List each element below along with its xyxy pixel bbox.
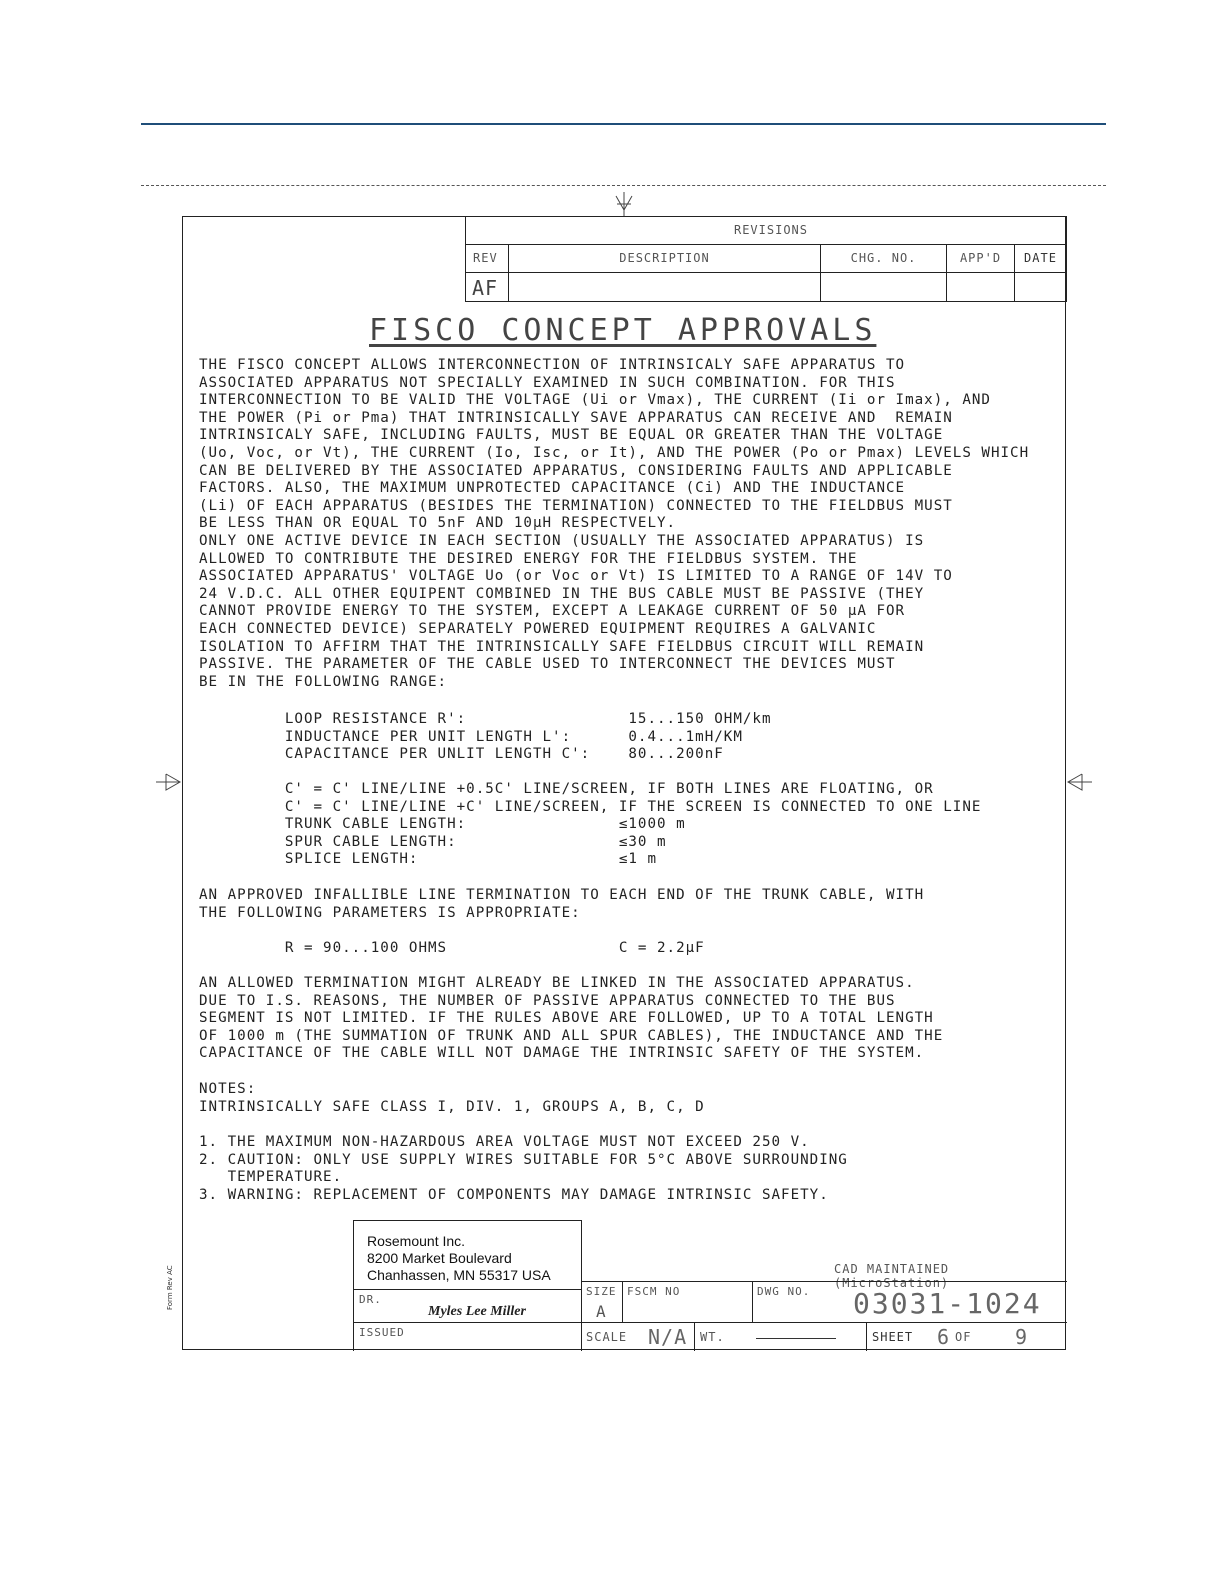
length-parameters: C' = C' LINE/LINE +0.5C' LINE/SCREEN, IF BOTH LINES ARE FLOATING, OR C' = C' LINE/LINE +C' LINE/SCREEN, IF THE SCREEN IS CONNECTED TO ONE LINE TRUNK CABLE LENGTH: ≤1000 m SPUR CABLE LENGTH: ≤30 m SPLICE LENGTH: ≤1 m <box>284 781 982 868</box>
dwg-no-cell <box>752 1281 1067 1323</box>
left-center-marker-icon <box>156 772 182 792</box>
cad-maintained-label: CAD MAINTAINED (MicroStation) <box>834 1262 950 1290</box>
termination-parameters: R = 90...100 OHMS C = 2.2µF <box>199 940 705 956</box>
size-label: SIZE <box>586 1285 617 1298</box>
date-col-label: DATE <box>1024 251 1057 265</box>
of-value: 9 <box>1015 1325 1029 1349</box>
drawn-by-signature: Myles Lee Miller <box>428 1304 526 1319</box>
appd-col-header <box>946 244 1015 273</box>
description-col-label: DESCRIPTION <box>619 251 710 265</box>
fscm-label: FSCM NO <box>627 1285 681 1298</box>
dwg-no-value: 03031-1024 <box>853 1287 1042 1320</box>
right-center-marker-icon <box>1066 772 1092 792</box>
rev-col-label: REV <box>473 251 498 265</box>
dwg-no-label: DWG NO. <box>757 1285 811 1298</box>
scale-value: N/A <box>648 1325 688 1349</box>
revisions-heading-cell <box>465 216 1067 245</box>
weight-label: WT. <box>700 1330 725 1344</box>
sheet-value: 6 <box>937 1325 951 1349</box>
numbered-notes: 1. THE MAXIMUM NON-HAZARDOUS AREA VOLTAGE MUST NOT EXCEED 250 V. 2. CAUTION: ONLY USE SUPPLY WIRES SUITABLE FOR 5°C ABOVE SURROUNDING TEMPERATURE. 3. WARNING: REPLACEMENT OF COMPONENTS MAY DAMAGE INTRINSIC SAFETY. <box>199 1134 848 1203</box>
drawn-by-label: DR. <box>359 1293 382 1306</box>
scale-cell <box>581 1322 695 1351</box>
weight-cell <box>694 1322 867 1351</box>
termination-notes: AN ALLOWED TERMINATION MIGHT ALREADY BE LINKED IN THE ASSOCIATED APPARATUS. DUE TO I.S. REASONS, THE NUMBER OF PASSIVE APPARATUS CONNECTED TO THE BUS SEGMENT IS NOT LIMITED. IF THE RULES ABOVE ARE FOLLOWED, UP TO A TOTAL LENGTH OF 1000 m (THE SUMMATION OF TRUNK AND ALL SPUR CABLES), THE INDUCTANCE AND THE CAPACITANCE OF THE CABLE WILL NOT DAMAGE THE INTRINSIC SAFETY OF THE SYSTEM. <box>199 975 944 1062</box>
notes: NOTES: INTRINSICALLY SAFE CLASS I, DIV. 1, GROUPS A, B, C, D <box>199 1081 705 1115</box>
rev-col-header <box>465 244 509 273</box>
chg-no-value-cell <box>820 272 947 302</box>
termination-intro: AN APPROVED INFALLIBLE LINE TERMINATION TO EACH END OF THE TRUNK CABLE, WITH THE FOLLOWING PARAMETERS IS APPROPRIATE: <box>199 887 925 921</box>
size-value: A <box>596 1302 607 1321</box>
scale-label: SCALE <box>586 1330 628 1344</box>
sheet-cell <box>866 1322 1067 1351</box>
company-name: Rosemount Inc. <box>367 1233 466 1249</box>
chg-no-col-label: CHG. NO. <box>850 251 917 265</box>
weight-blank-line <box>756 1338 836 1339</box>
sheet-label: SHEET <box>872 1330 914 1344</box>
company-block <box>353 1220 582 1290</box>
description-col-header <box>508 244 821 273</box>
date-col-header <box>1014 244 1067 273</box>
cable-parameters: LOOP RESISTANCE R': 15...150 OHM/km INDUCTANCE PER UNIT LENGTH L': 0.4...1mH/KM CAPACITANCE PER UNLIT LENGTH C': 80...200nF <box>284 711 772 763</box>
fscm-cell <box>622 1281 753 1323</box>
form-revision: Form Rev AC <box>166 1265 174 1310</box>
drawing-sheet <box>182 216 1066 1350</box>
drawn-by-cell <box>353 1289 582 1323</box>
rev-value: AF <box>472 276 499 300</box>
revisions-heading: REVISIONS <box>733 223 809 237</box>
dashed-rule <box>141 185 1106 186</box>
rev-value-cell <box>465 272 509 302</box>
appd-value-cell <box>946 272 1015 302</box>
page-title: FISCO CONCEPT APPROVALS <box>369 313 877 348</box>
intro-paragraph: THE FISCO CONCEPT ALLOWS INTERCONNECTION OF INTRINSICALY SAFE APPARATUS TO ASSOCIATED APPARATUS NOT SPECIALLY EXAMINED IN SUCH COMBINATION. FOR THIS INTERCONNECTION TO BE VALID THE VOLTAGE (Ui or Vmax), THE CURRENT (Ii or Imax), AND THE POWER (Pi or Pma) THAT INTRINSICALLY SAVE APPARATUS CAN RECEIVE AND REMAIN INTRINSICALY SAFE, INCLUDING FAULTS, MUST BE EQUAL OR GREATER THAN THE VOLTAGE (Uo, Voc, or Vt), THE CURRENT (Io, Isc, or It), AND THE POWER (Po or Pmax) LEVELS WHICH CAN BE DELIVERED BY THE ASSOCIATED APPARATUS, CONSIDERING FAULTS AND APPLICABLE FACTORS. ALSO, THE MAXIMUM UNPROTECTED CAPACITANCE (Ci) AND THE INDUCTANCE (Li) OF EACH APPARATUS (BESIDES THE TERMINATION) CONNECTED TO THE FIELDBUS MUST BE LESS THAN OR EQUAL TO 5nF AND 10µH RESPECTVELY. ONLY ONE ACTIVE DEVICE IN EACH SECTION (USUALLY THE ASSOCIATED APPARATUS) IS ALLOWED TO CONTRIBUTE THE DESIRED ENERGY FOR THE FIELDBUS SYSTEM. THE ASSOCIATED APPARATUS' VOLTAGE Uo (or Voc or Vt) IS LIMITED TO A RANGE OF 14V TO 24 V.D.C. ALL OTHER EQUIPENT COMBINED IN THE BUS CABLE MUST BE PASSIVE (THEY CANNOT PROVIDE ENERGY TO THE SYSTEM, EXCEPT A LEAKAGE CURRENT OF 50 µA FOR EACH CONNECTED DEVICE) SEPARATELY POWERED EQUIPMENT REQUIRES A GALVANIC ISOLATION TO AFFIRM THAT THE INTRINSICALLY SAFE FIELDBUS CIRCUIT WILL REMAIN PASSIVE. THE PARAMETER OF THE CABLE USED TO INTERCONNECT THE DEVICES MUST BE IN THE FOLLOWING RANGE: <box>199 357 1030 690</box>
date-value-cell <box>1014 272 1067 302</box>
appd-col-label: APP'D <box>959 251 1002 265</box>
chg-no-col-header <box>820 244 947 273</box>
size-cell <box>581 1281 623 1323</box>
issued-label: ISSUED <box>359 1326 405 1339</box>
company-address-line1: 8200 Market Boulevard <box>367 1250 512 1266</box>
top-center-marker-icon <box>614 192 634 216</box>
revisions-table <box>465 216 1067 302</box>
description-value-cell <box>508 272 821 302</box>
of-label: OF <box>955 1330 972 1344</box>
issued-cell <box>353 1322 582 1351</box>
header-rule <box>141 123 1106 125</box>
company-address-line2: Chanhassen, MN 55317 USA <box>367 1267 551 1283</box>
